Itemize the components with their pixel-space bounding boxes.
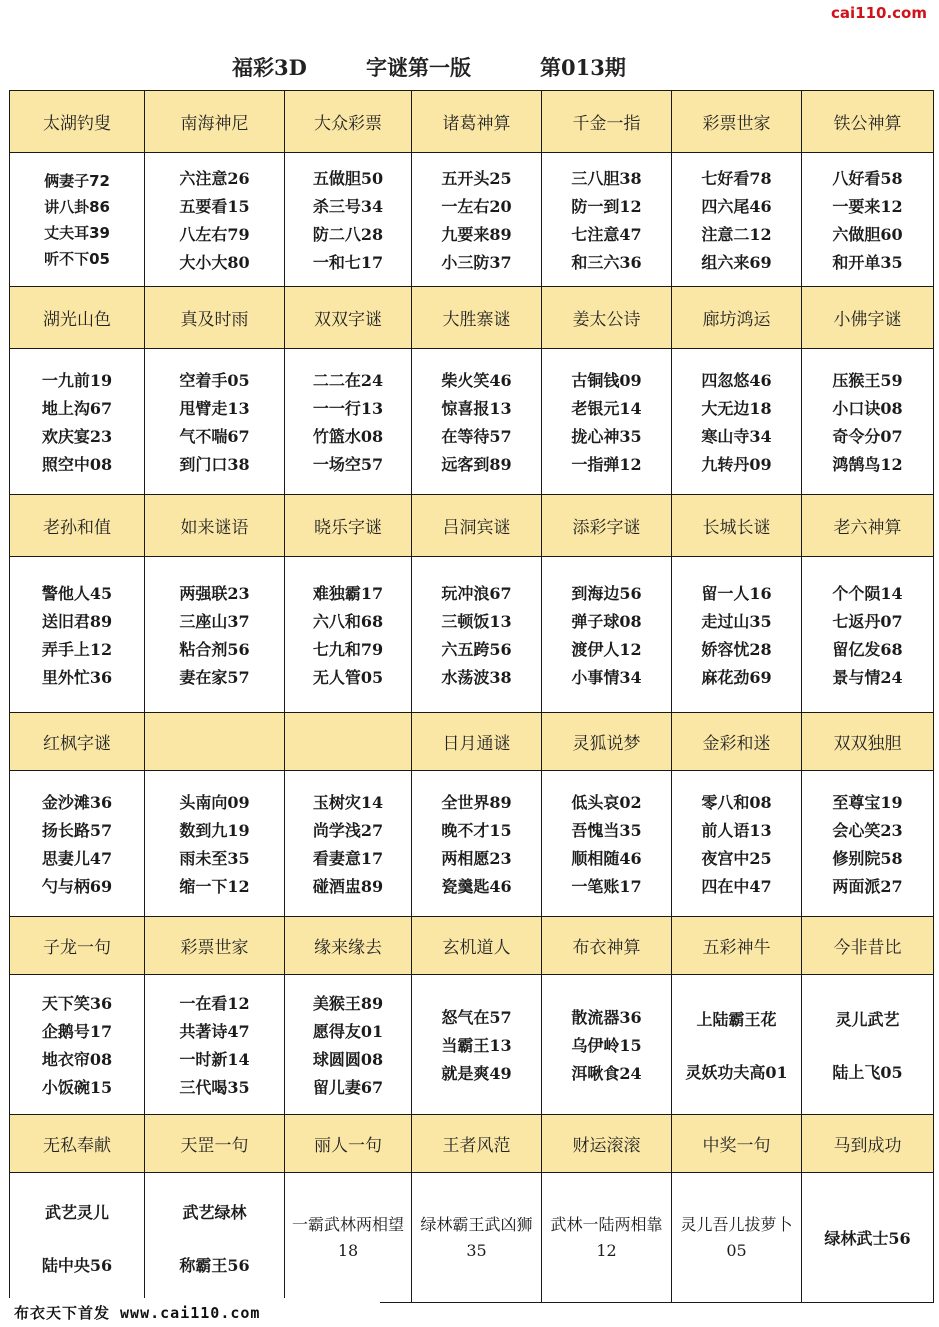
riddle-line: 二二在24 <box>312 371 384 390</box>
column-header: 日月通谜 <box>412 713 542 771</box>
column-header: 红枫字谜 <box>10 713 145 771</box>
riddle-line: 三座山37 <box>179 612 250 631</box>
column-header: 大众彩票 <box>285 91 412 153</box>
riddle-line: 麻花劲69 <box>701 668 772 687</box>
riddle-line: 走过山35 <box>701 612 772 631</box>
column-header: 五彩神牛 <box>672 917 802 975</box>
riddle-cell <box>542 1173 672 1303</box>
riddle-cell <box>672 975 802 1115</box>
riddle-line: 三代喝35 <box>179 1078 250 1097</box>
riddle-line: 寒山寺34 <box>701 427 772 446</box>
riddle-cell <box>672 771 802 917</box>
riddle-line: 陆上飞05 <box>832 1062 903 1082</box>
riddle-cell <box>412 771 542 917</box>
riddle-line: 低头哀02 <box>571 793 642 812</box>
riddle-cell <box>672 349 802 495</box>
riddle-line: 数到九19 <box>179 821 250 840</box>
column-header: 中奖一句 <box>672 1115 802 1173</box>
header-row <box>10 1115 934 1173</box>
column-header: 如来谜语 <box>145 495 285 557</box>
riddle-line: 武林一陆两相靠12 <box>550 1214 663 1260</box>
riddle-line: 组六来69 <box>701 253 772 272</box>
riddle-cell <box>412 349 542 495</box>
riddle-line: 照空中08 <box>41 455 113 474</box>
riddle-line: 八好看58 <box>832 169 903 188</box>
column-header: 王者风范 <box>412 1115 542 1173</box>
riddle-cell <box>285 349 412 495</box>
column-header: 缘来缘去 <box>285 917 412 975</box>
column-header <box>145 713 285 771</box>
riddle-line: 警他人45 <box>41 584 113 603</box>
riddle-cell <box>285 975 412 1115</box>
riddle-line: 一和七17 <box>312 253 384 272</box>
riddle-cell <box>542 557 672 713</box>
riddle-cell <box>145 975 285 1115</box>
riddle-cell <box>10 153 145 287</box>
riddle-line: 在等待57 <box>441 427 512 446</box>
riddle-line: 里外忙36 <box>41 668 113 687</box>
column-header: 湖光山色 <box>10 287 145 349</box>
column-header: 双双字谜 <box>285 287 412 349</box>
riddle-line: 压猴王59 <box>832 371 903 390</box>
column-header: 灵狐说梦 <box>542 713 672 771</box>
lottery-name: 福彩3D <box>232 55 307 80</box>
riddle-line: 零八和08 <box>701 793 772 812</box>
riddle-line: 四六尾46 <box>701 197 772 216</box>
riddle-cell <box>10 557 145 713</box>
column-header: 大胜寨谜 <box>412 287 542 349</box>
riddle-line: 防一到12 <box>571 197 642 216</box>
content-row <box>10 771 934 917</box>
riddle-line: 注意二12 <box>701 225 772 244</box>
column-header: 老六神算 <box>802 495 934 557</box>
riddle-cell <box>285 557 412 713</box>
riddle-line: 个个陨14 <box>832 584 903 603</box>
riddle-line: 气不喘67 <box>179 427 250 446</box>
riddle-line: 金沙滩36 <box>41 793 113 812</box>
riddle-line: 柴火笑46 <box>441 371 512 390</box>
riddle-line: 弹子球08 <box>571 612 642 631</box>
riddle-line: 碰酒盅89 <box>312 877 384 896</box>
riddle-line: 水荡波38 <box>441 668 512 687</box>
riddle-cell <box>145 349 285 495</box>
riddle-line: 一要来12 <box>832 197 903 216</box>
riddle-line: 六做胆60 <box>832 225 903 244</box>
riddle-line: 六注意26 <box>179 169 250 188</box>
riddle-cell <box>542 771 672 917</box>
riddle-cell <box>802 975 934 1115</box>
riddle-line: 防二八28 <box>312 225 384 244</box>
column-header: 马到成功 <box>802 1115 934 1173</box>
riddle-line: 粘合剂56 <box>179 640 250 659</box>
riddle-line: 小口诀08 <box>832 399 903 418</box>
riddle-cell <box>285 153 412 287</box>
column-header: 太湖钓叟 <box>10 91 145 153</box>
riddle-line: 地衣帘08 <box>41 1050 113 1069</box>
riddle-line: 娇容忧28 <box>701 640 772 659</box>
riddle-line: 一左右20 <box>441 197 512 216</box>
riddle-line: 瓷羹匙46 <box>441 877 512 896</box>
header-row <box>10 287 934 349</box>
riddle-cell <box>802 771 934 917</box>
riddle-line: 小饭碗15 <box>41 1078 113 1097</box>
riddle-line: 扬长路57 <box>41 821 113 840</box>
riddle-line: 美猴王89 <box>312 994 384 1013</box>
riddle-line: 难独霸17 <box>312 584 384 603</box>
column-header: 金彩和迷 <box>672 713 802 771</box>
riddle-cell <box>802 1173 934 1303</box>
riddle-grid <box>9 90 934 1303</box>
content-row <box>10 153 934 287</box>
column-header <box>285 713 412 771</box>
riddle-line: 妻在家57 <box>179 668 250 687</box>
header-row <box>10 495 934 557</box>
content-row <box>10 975 934 1115</box>
column-header: 老孙和值 <box>10 495 145 557</box>
riddle-cell <box>145 1173 285 1303</box>
riddle-line: 称霸王56 <box>179 1255 250 1275</box>
riddle-line: 甩臂走13 <box>179 399 250 418</box>
riddle-cell <box>802 349 934 495</box>
riddle-line: 两强联23 <box>179 584 250 603</box>
riddle-line: 一一行13 <box>312 399 384 418</box>
riddle-line: 古铜钱09 <box>571 371 642 390</box>
riddle-line: 留儿妻67 <box>312 1078 384 1097</box>
riddle-cell <box>672 153 802 287</box>
riddle-cell <box>672 1173 802 1303</box>
riddle-line: 勺与柄69 <box>41 877 113 896</box>
riddle-cell <box>412 557 542 713</box>
riddle-line: 三八胆38 <box>571 169 642 188</box>
content-row <box>10 557 934 713</box>
riddle-line: 一霸武林两相望18 <box>291 1214 404 1260</box>
riddle-cell <box>542 153 672 287</box>
riddle-line: 杀三号34 <box>312 197 384 216</box>
riddle-line: 鸿鹄鸟12 <box>832 455 903 474</box>
column-header: 小佛字谜 <box>802 287 934 349</box>
riddle-line: 武艺绿林 <box>182 1202 247 1222</box>
riddle-line: 一在看12 <box>179 994 250 1013</box>
column-header: 铁公神算 <box>802 91 934 153</box>
riddle-line: 五做胆50 <box>312 169 384 188</box>
riddle-line: 老银元14 <box>571 399 642 418</box>
riddle-line: 送旧君89 <box>41 612 113 631</box>
riddle-line: 至尊宝19 <box>832 793 903 812</box>
riddle-line: 洱啾食24 <box>571 1064 642 1083</box>
riddle-line: 渡伊人12 <box>571 640 642 659</box>
riddle-cell <box>285 771 412 917</box>
riddle-line: 一时新14 <box>179 1050 250 1069</box>
column-header: 吕洞宾谜 <box>412 495 542 557</box>
riddle-line: 球圆圆08 <box>312 1050 384 1069</box>
riddle-line: 全世界89 <box>441 793 512 812</box>
content-row <box>10 349 934 495</box>
content-row <box>10 1173 934 1303</box>
riddle-cell <box>412 1173 542 1303</box>
column-header: 天罡一句 <box>145 1115 285 1173</box>
riddle-line: 七九和79 <box>312 640 384 659</box>
riddle-line: 企鹅号17 <box>41 1022 113 1041</box>
riddle-cell <box>145 153 285 287</box>
footer-credit: 布衣天下首发 www.cai110.com <box>14 1304 261 1322</box>
riddle-line: 怒气在57 <box>441 1008 512 1027</box>
riddle-line: 七好看78 <box>701 169 772 188</box>
column-header: 彩票世家 <box>145 917 285 975</box>
riddle-line: 到门口38 <box>179 455 250 474</box>
riddle-line: 灵儿吾儿拔萝卜05 <box>680 1214 793 1260</box>
riddle-line: 四忽悠46 <box>701 371 772 390</box>
column-header: 无私奉献 <box>10 1115 145 1173</box>
riddle-line: 五要看15 <box>179 197 250 216</box>
column-header: 丽人一句 <box>285 1115 412 1173</box>
riddle-line: 玉树灾14 <box>312 793 384 812</box>
riddle-line: 头南向09 <box>179 793 250 812</box>
column-header: 财运滚滚 <box>542 1115 672 1173</box>
riddle-cell <box>412 153 542 287</box>
riddle-line: 顺相随46 <box>571 849 642 868</box>
riddle-line: 陆中央56 <box>41 1255 113 1275</box>
riddle-line: 前人语13 <box>701 821 772 840</box>
header-row <box>10 713 934 771</box>
riddle-line: 七返丹07 <box>832 612 903 631</box>
riddle-line: 留亿发68 <box>832 640 903 659</box>
riddle-line: 看妻意17 <box>312 849 384 868</box>
riddle-line: 绿林武士56 <box>824 1229 911 1248</box>
riddle-cell <box>542 349 672 495</box>
riddle-line: 惊喜报13 <box>441 399 512 418</box>
riddle-line: 七注意47 <box>571 225 642 244</box>
riddle-line: 听不下05 <box>44 250 110 268</box>
site-logo: cai110.com <box>831 4 927 22</box>
riddle-cell <box>10 1173 145 1303</box>
riddle-line: 奇令分07 <box>832 427 903 446</box>
riddle-line: 缩一下12 <box>179 877 250 896</box>
riddle-line: 两相愿23 <box>441 849 512 868</box>
riddle-line: 四在中47 <box>701 877 772 896</box>
riddle-cell <box>145 771 285 917</box>
column-header: 双双独胆 <box>802 713 934 771</box>
riddle-line: 小事情34 <box>571 668 642 687</box>
riddle-cell <box>412 975 542 1115</box>
riddle-line: 武艺灵儿 <box>44 1202 109 1222</box>
riddle-line: 一九前19 <box>41 371 113 390</box>
column-header: 子龙一句 <box>10 917 145 975</box>
riddle-line: 竹篮水08 <box>312 427 384 446</box>
riddle-line: 晚不才15 <box>441 821 512 840</box>
riddle-line: 大小大80 <box>179 253 250 272</box>
riddle-line: 拢心神35 <box>571 427 642 446</box>
riddle-line: 三顿饭13 <box>441 612 512 631</box>
header-row <box>10 917 934 975</box>
column-header: 千金一指 <box>542 91 672 153</box>
riddle-line: 共著诗47 <box>179 1022 250 1041</box>
riddle-line: 和开单35 <box>832 253 903 272</box>
riddle-line: 俩妻子72 <box>44 172 110 190</box>
riddle-line: 到海边56 <box>571 584 642 603</box>
riddle-line: 九要来89 <box>441 225 512 244</box>
column-header: 彩票世家 <box>672 91 802 153</box>
column-header: 晓乐字谜 <box>285 495 412 557</box>
riddle-cell <box>802 557 934 713</box>
riddle-line: 五开头25 <box>441 169 512 188</box>
riddle-line: 乌伊岭15 <box>571 1036 642 1055</box>
riddle-line: 一指弹12 <box>571 455 642 474</box>
riddle-line: 弄手上12 <box>41 640 113 659</box>
riddle-line: 天下笑36 <box>41 994 113 1013</box>
riddle-line: 小三防37 <box>441 253 512 272</box>
column-header: 今非昔比 <box>802 917 934 975</box>
riddle-line: 一笔账17 <box>571 877 642 896</box>
riddle-line: 尚学浅27 <box>312 821 384 840</box>
riddle-line: 空着手05 <box>179 371 250 390</box>
riddle-line: 灵儿武艺 <box>835 1009 900 1029</box>
riddle-line: 远客到89 <box>441 455 512 474</box>
riddle-line: 无人管05 <box>312 668 384 687</box>
riddle-line: 留一人16 <box>701 584 772 603</box>
riddle-line: 会心笑23 <box>832 821 903 840</box>
riddle-line: 绿林霸王武凶狮35 <box>420 1214 533 1260</box>
riddle-line: 玩冲浪67 <box>441 584 512 603</box>
riddle-line: 夜宫中25 <box>701 849 772 868</box>
riddle-line: 六八和68 <box>312 612 384 631</box>
riddle-line: 一场空57 <box>312 455 384 474</box>
riddle-cell <box>542 975 672 1115</box>
riddle-cell <box>285 1173 412 1303</box>
column-header: 长城长谜 <box>672 495 802 557</box>
riddle-line: 大无边18 <box>701 399 772 418</box>
column-header: 诸葛神算 <box>412 91 542 153</box>
riddle-line: 六五跨56 <box>441 640 512 659</box>
riddle-line: 两面派27 <box>832 877 903 896</box>
column-header: 布衣神算 <box>542 917 672 975</box>
riddle-line: 欢庆宴23 <box>41 427 113 446</box>
riddle-line: 修别院58 <box>832 849 903 868</box>
riddle-line: 吾愧当35 <box>571 821 642 840</box>
issue-number: 第013期 <box>540 55 626 80</box>
riddle-line: 九转丹09 <box>701 455 772 474</box>
riddle-cell <box>10 975 145 1115</box>
column-header: 添彩字谜 <box>542 495 672 557</box>
column-header: 廊坊鸿运 <box>672 287 802 349</box>
riddle-line: 讲八卦86 <box>44 198 110 216</box>
riddle-line: 愿得友01 <box>312 1022 384 1041</box>
riddle-line: 就是爽49 <box>441 1064 512 1083</box>
riddle-line: 当霸王13 <box>441 1036 512 1055</box>
riddle-line: 景与情24 <box>832 668 903 687</box>
riddle-line: 灵妖功夫高01 <box>685 1062 788 1082</box>
riddle-line: 雨未至35 <box>179 849 250 868</box>
page-title <box>0 52 939 88</box>
riddle-line: 上陆霸王花 <box>696 1009 777 1029</box>
riddle-line: 八左右79 <box>179 225 250 244</box>
riddle-line: 思妻儿47 <box>41 849 113 868</box>
column-header: 玄机道人 <box>412 917 542 975</box>
riddle-line: 和三六36 <box>571 253 642 272</box>
riddle-line: 散流器36 <box>571 1008 642 1027</box>
column-header: 南海神尼 <box>145 91 285 153</box>
riddle-line: 丈夫耳39 <box>44 224 110 242</box>
riddle-cell <box>10 349 145 495</box>
header-row <box>10 91 934 153</box>
column-header: 姜太公诗 <box>542 287 672 349</box>
riddle-cell <box>10 771 145 917</box>
column-header: 真及时雨 <box>145 287 285 349</box>
riddle-cell <box>145 557 285 713</box>
riddle-cell <box>802 153 934 287</box>
edition-label: 字谜第一版 <box>366 55 471 80</box>
riddle-line: 地上沟67 <box>41 399 113 418</box>
riddle-cell <box>672 557 802 713</box>
